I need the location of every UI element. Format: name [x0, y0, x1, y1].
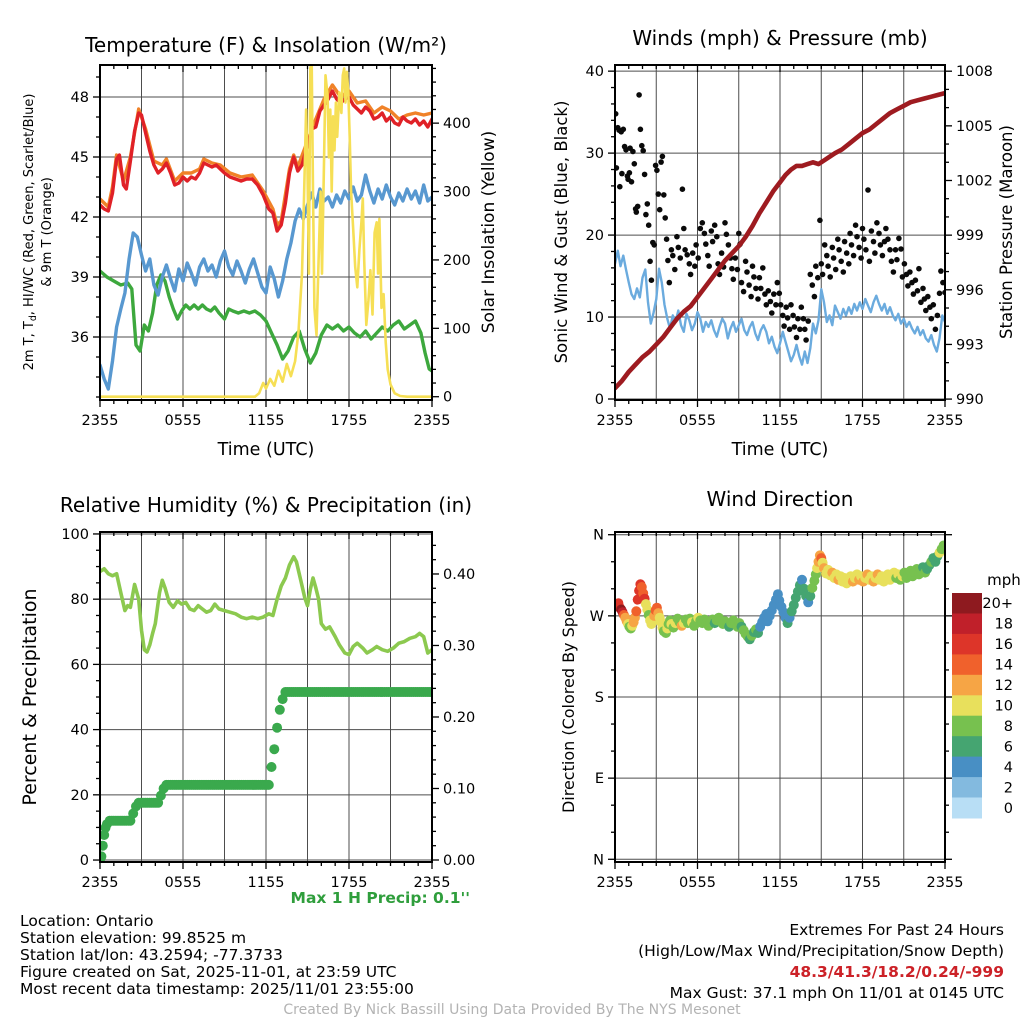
max-precip-label: Max 1 H Precip: 0.1'' — [290, 889, 470, 907]
temperature-insolation-y2tick: 300 — [443, 184, 471, 201]
wind-direction-ytick: W — [589, 608, 604, 625]
colorbar-label: 6 — [1003, 739, 1013, 756]
colorbar-label: 2 — [1003, 780, 1013, 797]
humidity-precip-ytick: 0 — [79, 853, 89, 870]
humidity-precip-y2tick: 0.20 — [443, 709, 476, 726]
humidity-precip-ytick: 40 — [70, 722, 89, 739]
colorbar-label: 20+ — [982, 596, 1013, 613]
wind-direction-ytick: E — [594, 771, 604, 788]
winds-pressure-y2tick: 990 — [956, 392, 984, 409]
humidity-precip-xtick: 1755 — [330, 875, 368, 891]
temperature-insolation-ytick: 48 — [70, 90, 89, 106]
temperature-insolation-xtick: 2355 — [81, 413, 119, 429]
temperature-insolation-y2tick: 0 — [443, 389, 453, 406]
humidity-precip-chart — [19, 493, 475, 891]
wind-direction-xtick: 1155 — [761, 875, 799, 891]
wind-direction-chart — [559, 487, 1021, 891]
humidity-precip-ytick: 60 — [70, 657, 89, 674]
winds-pressure-y2tick: 993 — [956, 337, 984, 354]
winds-pressure-y2tick: 999 — [956, 228, 984, 245]
wind-direction-xtick: 1755 — [844, 875, 881, 891]
extremes-values: 48.3/41.3/18.2/0.24/-999 — [789, 963, 1004, 981]
temperature-insolation-ylabel: & 9m T (Orange) — [40, 177, 55, 287]
winds-pressure-y2tick: 1008 — [956, 64, 993, 81]
colorbar-label: 4 — [1003, 759, 1013, 776]
temperature-insolation-ytick: 45 — [70, 150, 89, 166]
winds-pressure-xlabel: Time (UTC) — [731, 440, 829, 460]
humidity-precip-y2tick: 0.00 — [443, 852, 476, 869]
temperature-insolation-ytick: 39 — [70, 270, 89, 286]
humidity-precip-ytick: 80 — [70, 592, 89, 609]
colorbar-label: 12 — [994, 678, 1013, 694]
extremes-subtitle: (High/Low/Max Wind/Precipitation/Snow Depth) — [638, 942, 1004, 960]
wind-direction-title: Wind Direction — [706, 487, 854, 511]
wind-direction-xtick: 2355 — [926, 875, 964, 891]
temperature-insolation-xtick: 2355 — [413, 413, 451, 429]
temperature-insolation-xtick: 0555 — [164, 413, 202, 429]
temperature-insolation-y2tick: 200 — [443, 252, 471, 269]
humidity-precip-xtick: 0555 — [164, 875, 202, 891]
wind-direction-xtick: 0555 — [679, 875, 716, 891]
colorbar-label: 10 — [994, 698, 1013, 715]
footer-elevation: Station elevation: 99.8525 m — [20, 929, 247, 947]
extremes-title: Extremes For Past 24 Hours — [789, 921, 1004, 939]
winds-pressure-chart — [552, 26, 1016, 460]
temperature-insolation-xlabel: Time (UTC) — [217, 440, 315, 460]
winds-pressure-xtick: 0555 — [679, 413, 716, 429]
humidity-precip-ytick: 20 — [70, 787, 89, 804]
humidity-precip-y2tick: 0.40 — [443, 566, 476, 583]
winds-pressure-xtick: 1155 — [761, 413, 799, 429]
temperature-insolation-y2tick: 400 — [443, 116, 471, 133]
wind-direction-ytick: N — [593, 527, 604, 544]
humidity-precip-y2tick: 0.30 — [443, 638, 476, 655]
winds-pressure-xtick: 1755 — [844, 413, 881, 429]
winds-pressure-ytick: 10 — [585, 310, 604, 327]
temperature-insolation-y2tick: 100 — [443, 321, 471, 338]
wind-direction-ytick: S — [594, 690, 604, 706]
winds-pressure-ylabel: Sonic Wind & Gust (Blue, Black) — [552, 100, 571, 364]
colorbar-label: 16 — [994, 637, 1013, 654]
extremes-block — [638, 920, 1004, 1004]
footer-location: Location: Ontario — [20, 912, 154, 930]
wind-direction-ytick: N — [593, 852, 604, 869]
footer-timestamp: Most recent data timestamp: 2025/11/01 23:55:00 — [20, 980, 414, 998]
humidity-precip-ytick: 100 — [61, 526, 89, 543]
temperature-insolation-ylabel: 2m T, $T_d$, HI/WC (Red, Green, Scarlet/Blue) — [22, 93, 39, 371]
temperature-insolation-xtick: 1155 — [247, 413, 285, 429]
winds-pressure-y2tick: 996 — [956, 282, 984, 299]
colorbar-label: 0 — [1003, 800, 1013, 817]
humidity-precip-title: Relative Humidity (%) & Precipitation (in) — [59, 493, 473, 517]
winds-pressure-ytick: 40 — [585, 64, 604, 81]
winds-pressure-y2tick: 1005 — [956, 118, 993, 135]
footer-created: Figure created on Sat, 2025-11-01, at 23:59 UTC — [20, 963, 397, 981]
temperature-insolation-title: Temperature (F) & Insolation (W/m²) — [85, 33, 447, 57]
winds-pressure-ytick: 30 — [585, 146, 604, 163]
humidity-precip-ylabel: Percent & Precipitation — [19, 588, 41, 806]
humidity-precip-xtick: 2355 — [81, 875, 119, 891]
winds-pressure-xtick: 2355 — [596, 413, 634, 429]
colorbar-label: 8 — [1003, 719, 1013, 735]
winds-pressure-title: Winds (mph) & Pressure (mb) — [632, 26, 928, 50]
humidity-precip-xtick: 1155 — [247, 875, 285, 891]
temperature-insolation-ytick: 36 — [70, 330, 89, 346]
wind-direction-ylabel: Direction (Colored By Speed) — [559, 580, 578, 814]
extremes-max-gust: Max Gust: 37.1 mph On 11/01 at 0145 UTC — [669, 984, 1004, 1002]
colorbar-label: 18 — [994, 616, 1013, 633]
temperature-insolation-y2label: Solar Insolation (Yellow) — [479, 130, 499, 334]
colorbar-title: mph — [987, 571, 1021, 589]
winds-pressure-y2tick: 1002 — [956, 173, 993, 190]
station-info — [20, 913, 414, 998]
credit-line: Created By Nick Bassill Using Data Provided By The NYS Mesonet — [283, 1002, 741, 1018]
footer-latlon: Station lat/lon: 43.2594; -77.3733 — [20, 946, 283, 964]
winds-pressure-ytick: 0 — [594, 392, 604, 409]
temperature-insolation-xtick: 1755 — [330, 413, 368, 429]
colorbar-label: 14 — [994, 657, 1013, 674]
winds-pressure-y2label: Station Pressure (Maroon) — [997, 125, 1016, 339]
humidity-precip-xtick: 2355 — [413, 875, 451, 891]
winds-pressure-xtick: 2355 — [926, 413, 964, 429]
wind-direction-xtick: 2355 — [596, 875, 634, 891]
temperature-insolation-ytick: 42 — [70, 210, 89, 226]
winds-pressure-ytick: 20 — [585, 228, 604, 245]
humidity-precip-y2tick: 0.10 — [443, 781, 476, 798]
speed-colorbar — [952, 571, 1021, 819]
temperature-insolation-chart — [22, 33, 499, 460]
